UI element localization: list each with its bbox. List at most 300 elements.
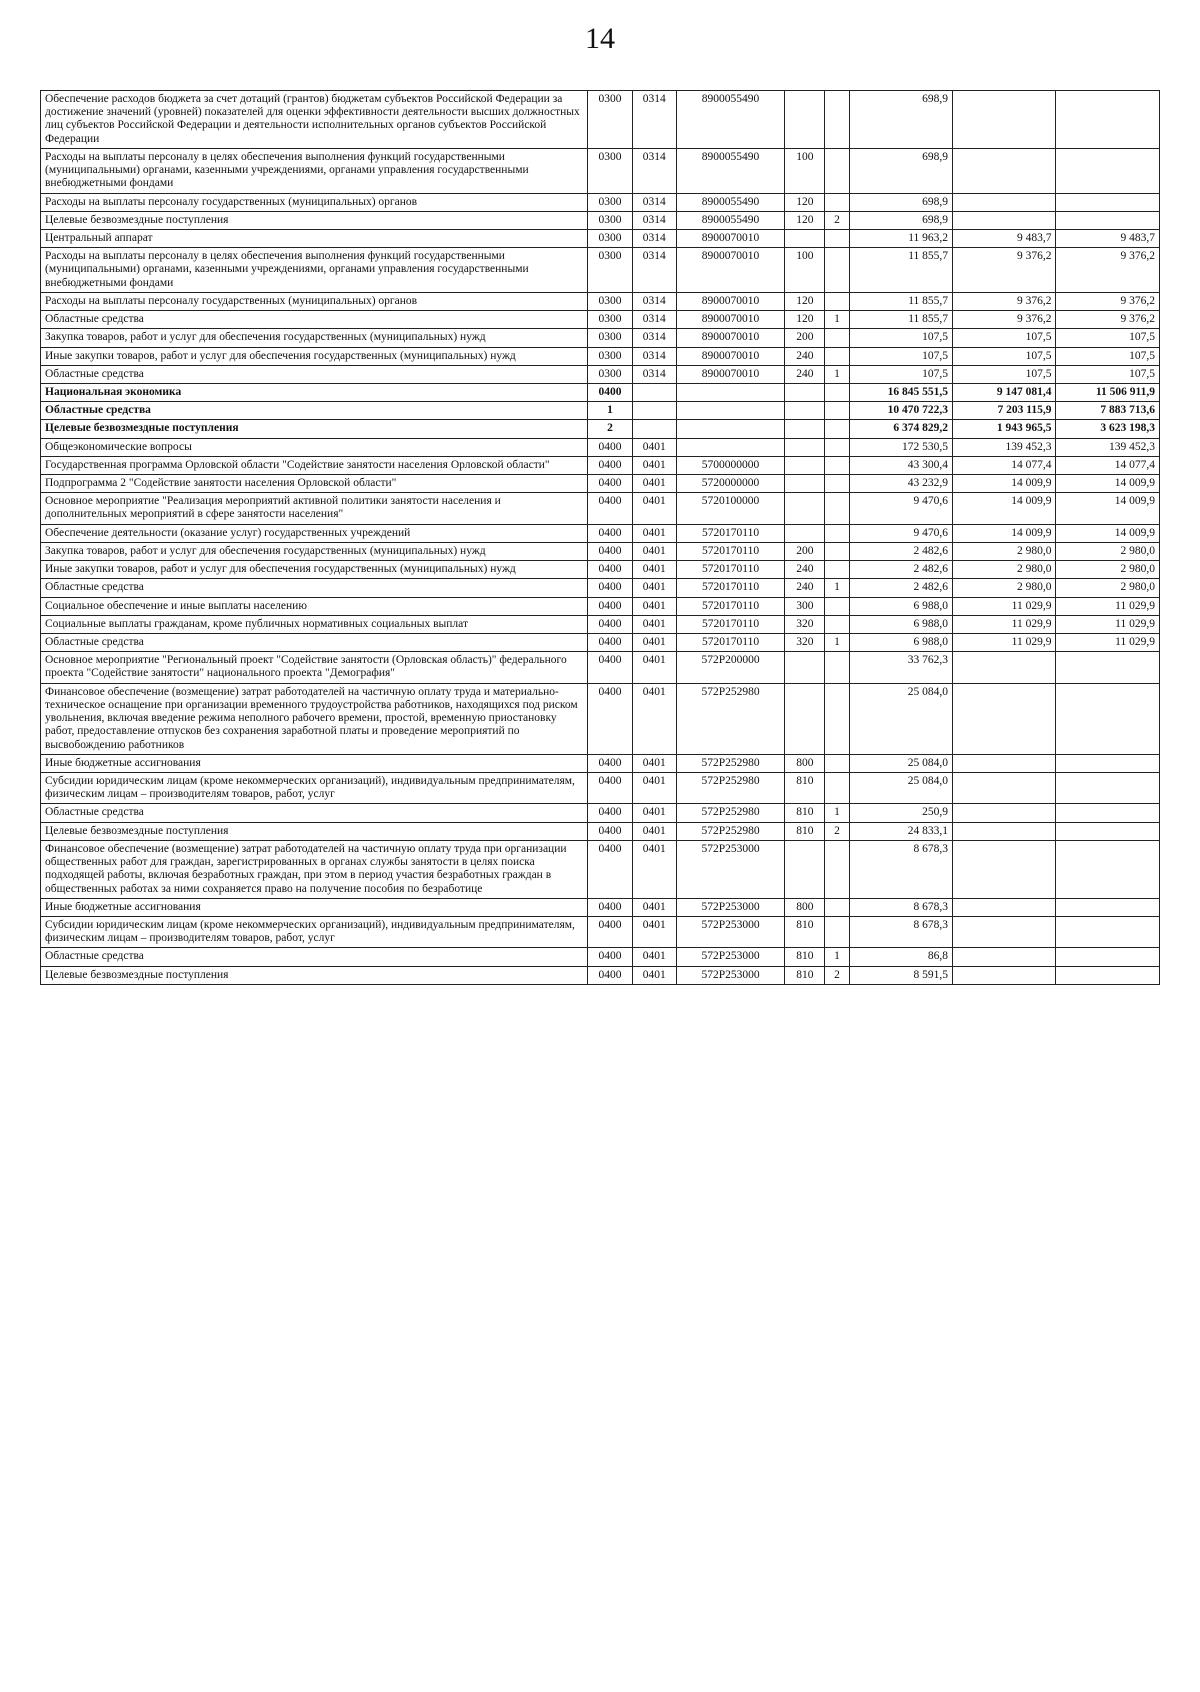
amount-year2-cell: 9 376,2 xyxy=(953,248,1056,293)
subsection-code-cell: 0401 xyxy=(632,652,676,683)
section-code-cell: 0400 xyxy=(588,383,632,401)
subsection-code-cell: 0314 xyxy=(632,211,676,229)
section-code-cell: 0300 xyxy=(588,91,632,149)
subsection-code-cell: 0401 xyxy=(632,634,676,652)
section-code-cell: 0300 xyxy=(588,311,632,329)
amount-year2-cell: 11 029,9 xyxy=(953,634,1056,652)
subsection-code-cell: 0401 xyxy=(632,822,676,840)
row-name-cell: Финансовое обеспечение (возмещение) затрат работодателей на частичную оплату труда при организации общественных работ для граждан, зарегистрированных в органах службы занятости в целях поиска подходящей работы, включая безработных граждан, при этом в период участия безработных граждан в общественных работах за ними сохраняется право на получение пособия по безработице xyxy=(41,840,588,898)
amount-year2-cell xyxy=(953,898,1056,916)
amount-year2-cell: 2 980,0 xyxy=(953,561,1056,579)
amount-year1-cell: 698,9 xyxy=(849,91,952,149)
amount-year2-cell xyxy=(953,652,1056,683)
expense-type-cell: 810 xyxy=(785,948,825,966)
subsection-code-cell: 0314 xyxy=(632,193,676,211)
amount-year1-cell: 6 988,0 xyxy=(849,597,952,615)
target-article-cell: 5720170110 xyxy=(676,579,784,597)
amount-year2-cell: 7 203 115,9 xyxy=(953,402,1056,420)
table-row xyxy=(41,542,1160,560)
section-code-cell: 0400 xyxy=(588,840,632,898)
funding-source-cell: 1 xyxy=(825,311,849,329)
expense-type-cell xyxy=(785,493,825,524)
expense-type-cell xyxy=(785,475,825,493)
expense-type-cell xyxy=(785,438,825,456)
subsection-code-cell: 0314 xyxy=(632,248,676,293)
table-row xyxy=(41,456,1160,474)
target-article-cell: 8900055490 xyxy=(676,211,784,229)
funding-source-cell xyxy=(825,329,849,347)
subsection-code-cell: 0401 xyxy=(632,561,676,579)
expense-type-cell xyxy=(785,420,825,438)
amount-year1-cell: 11 855,7 xyxy=(849,248,952,293)
table-row xyxy=(41,898,1160,916)
funding-source-cell: 2 xyxy=(825,211,849,229)
funding-source-cell: 1 xyxy=(825,579,849,597)
target-article-cell xyxy=(676,383,784,401)
subsection-code-cell xyxy=(632,402,676,420)
funding-source-cell xyxy=(825,542,849,560)
funding-source-cell xyxy=(825,420,849,438)
amount-year1-cell: 25 084,0 xyxy=(849,683,952,754)
subsection-code-cell: 0401 xyxy=(632,438,676,456)
amount-year3-cell xyxy=(1056,804,1160,822)
amount-year3-cell: 107,5 xyxy=(1056,347,1160,365)
table-row xyxy=(41,615,1160,633)
amount-year1-cell: 107,5 xyxy=(849,365,952,383)
expense-type-cell: 100 xyxy=(785,248,825,293)
subsection-code-cell: 0401 xyxy=(632,683,676,754)
amount-year1-cell: 698,9 xyxy=(849,148,952,193)
subsection-code-cell: 0401 xyxy=(632,772,676,803)
table-row xyxy=(41,683,1160,754)
amount-year3-cell xyxy=(1056,840,1160,898)
amount-year1-cell: 11 855,7 xyxy=(849,292,952,310)
table-row xyxy=(41,193,1160,211)
funding-source-cell xyxy=(825,402,849,420)
section-code-cell: 0400 xyxy=(588,634,632,652)
section-code-cell: 0300 xyxy=(588,329,632,347)
table-row xyxy=(41,211,1160,229)
funding-source-cell xyxy=(825,193,849,211)
section-code-cell: 0400 xyxy=(588,615,632,633)
amount-year2-cell xyxy=(953,683,1056,754)
amount-year2-cell: 11 029,9 xyxy=(953,597,1056,615)
expense-type-cell xyxy=(785,683,825,754)
row-name-cell: Общеэкономические вопросы xyxy=(41,438,588,456)
section-code-cell: 0400 xyxy=(588,456,632,474)
amount-year1-cell: 8 678,3 xyxy=(849,898,952,916)
funding-source-cell: 1 xyxy=(825,804,849,822)
section-code-cell: 1 xyxy=(588,402,632,420)
amount-year3-cell: 14 009,9 xyxy=(1056,524,1160,542)
funding-source-cell xyxy=(825,561,849,579)
expense-type-cell: 240 xyxy=(785,365,825,383)
table-row xyxy=(41,804,1160,822)
section-code-cell: 0400 xyxy=(588,524,632,542)
subsection-code-cell: 0401 xyxy=(632,579,676,597)
expense-type-cell xyxy=(785,840,825,898)
section-code-cell: 2 xyxy=(588,420,632,438)
amount-year1-cell: 698,9 xyxy=(849,211,952,229)
target-article-cell: 8900070010 xyxy=(676,311,784,329)
expense-type-cell: 200 xyxy=(785,329,825,347)
amount-year3-cell: 11 029,9 xyxy=(1056,634,1160,652)
row-name-cell: Подпрограмма 2 "Содействие занятости населения Орловской области" xyxy=(41,475,588,493)
expense-type-cell: 240 xyxy=(785,347,825,365)
subsection-code-cell: 0401 xyxy=(632,840,676,898)
target-article-cell xyxy=(676,438,784,456)
row-name-cell: Основное мероприятие "Реализация мероприятий активной политики занятости населения и дополнительных мероприятий в сфере занятости населения" xyxy=(41,493,588,524)
row-name-cell: Субсидии юридическим лицам (кроме некоммерческих организаций), индивидуальным предпринимателям, физическим лицам – производителям товаров, работ, услуг xyxy=(41,916,588,947)
amount-year1-cell: 107,5 xyxy=(849,347,952,365)
expense-type-cell xyxy=(785,524,825,542)
funding-source-cell xyxy=(825,493,849,524)
amount-year1-cell: 8 591,5 xyxy=(849,966,952,984)
row-name-cell: Основное мероприятие "Региональный проект "Содействие занятости (Орловская область)" федерального проекта "Содействие занятости" национального проекта "Демография" xyxy=(41,652,588,683)
subsection-code-cell xyxy=(632,383,676,401)
amount-year3-cell xyxy=(1056,754,1160,772)
funding-source-cell xyxy=(825,148,849,193)
subsection-code-cell: 0401 xyxy=(632,542,676,560)
section-code-cell: 0400 xyxy=(588,683,632,754)
section-code-cell: 0300 xyxy=(588,193,632,211)
amount-year1-cell: 2 482,6 xyxy=(849,561,952,579)
amount-year1-cell: 250,9 xyxy=(849,804,952,822)
expense-type-cell: 240 xyxy=(785,579,825,597)
table-row xyxy=(41,579,1160,597)
section-code-cell: 0300 xyxy=(588,148,632,193)
target-article-cell: 8900070010 xyxy=(676,365,784,383)
amount-year3-cell: 14 009,9 xyxy=(1056,475,1160,493)
table-row xyxy=(41,148,1160,193)
table-row xyxy=(41,347,1160,365)
target-article-cell: 5700000000 xyxy=(676,456,784,474)
funding-source-cell xyxy=(825,652,849,683)
amount-year3-cell: 2 980,0 xyxy=(1056,542,1160,560)
amount-year1-cell: 6 374 829,2 xyxy=(849,420,952,438)
target-article-cell: 8900070010 xyxy=(676,292,784,310)
amount-year2-cell: 14 009,9 xyxy=(953,493,1056,524)
subsection-code-cell: 0314 xyxy=(632,292,676,310)
amount-year3-cell xyxy=(1056,822,1160,840)
row-name-cell: Областные средства xyxy=(41,402,588,420)
row-name-cell: Социальное обеспечение и иные выплаты населению xyxy=(41,597,588,615)
amount-year2-cell xyxy=(953,966,1056,984)
row-name-cell: Расходы на выплаты персоналу государственных (муниципальных) органов xyxy=(41,292,588,310)
target-article-cell: 8900055490 xyxy=(676,148,784,193)
amount-year2-cell: 9 376,2 xyxy=(953,292,1056,310)
amount-year3-cell xyxy=(1056,193,1160,211)
amount-year1-cell: 11 855,7 xyxy=(849,311,952,329)
amount-year1-cell: 9 470,6 xyxy=(849,524,952,542)
amount-year2-cell: 2 980,0 xyxy=(953,542,1056,560)
target-article-cell: 572P252980 xyxy=(676,683,784,754)
amount-year3-cell xyxy=(1056,898,1160,916)
amount-year2-cell xyxy=(953,916,1056,947)
target-article-cell: 572P253000 xyxy=(676,898,784,916)
amount-year3-cell: 9 376,2 xyxy=(1056,292,1160,310)
budget-table-wrapper xyxy=(40,90,1160,985)
table-row xyxy=(41,438,1160,456)
amount-year3-cell xyxy=(1056,683,1160,754)
expense-type-cell: 320 xyxy=(785,634,825,652)
table-row xyxy=(41,229,1160,247)
expense-type-cell: 320 xyxy=(785,615,825,633)
amount-year1-cell: 107,5 xyxy=(849,329,952,347)
amount-year3-cell: 3 623 198,3 xyxy=(1056,420,1160,438)
target-article-cell: 5720000000 xyxy=(676,475,784,493)
table-row xyxy=(41,91,1160,149)
subsection-code-cell: 0401 xyxy=(632,615,676,633)
subsection-code-cell: 0314 xyxy=(632,311,676,329)
expense-type-cell xyxy=(785,402,825,420)
amount-year3-cell xyxy=(1056,652,1160,683)
funding-source-cell xyxy=(825,229,849,247)
amount-year3-cell: 14 009,9 xyxy=(1056,493,1160,524)
table-row xyxy=(41,634,1160,652)
amount-year3-cell xyxy=(1056,948,1160,966)
amount-year3-cell: 11 506 911,9 xyxy=(1056,383,1160,401)
funding-source-cell xyxy=(825,347,849,365)
amount-year3-cell: 9 376,2 xyxy=(1056,248,1160,293)
section-code-cell: 0300 xyxy=(588,248,632,293)
amount-year3-cell xyxy=(1056,211,1160,229)
amount-year3-cell: 11 029,9 xyxy=(1056,597,1160,615)
amount-year1-cell: 43 232,9 xyxy=(849,475,952,493)
section-code-cell: 0400 xyxy=(588,542,632,560)
table-row xyxy=(41,966,1160,984)
funding-source-cell xyxy=(825,898,849,916)
amount-year2-cell: 9 376,2 xyxy=(953,311,1056,329)
target-article-cell: 572P253000 xyxy=(676,916,784,947)
subsection-code-cell: 0401 xyxy=(632,966,676,984)
amount-year3-cell: 139 452,3 xyxy=(1056,438,1160,456)
subsection-code-cell: 0401 xyxy=(632,524,676,542)
amount-year1-cell: 25 084,0 xyxy=(849,754,952,772)
amount-year2-cell: 139 452,3 xyxy=(953,438,1056,456)
table-row xyxy=(41,772,1160,803)
expense-type-cell: 300 xyxy=(785,597,825,615)
subsection-code-cell: 0314 xyxy=(632,347,676,365)
amount-year1-cell: 9 470,6 xyxy=(849,493,952,524)
row-name-cell: Расходы на выплаты персоналу в целях обеспечения выполнения функций государственными (муниципальными) органами, казенными учреждениями, органами управления государственными внебюджетными фондами xyxy=(41,148,588,193)
amount-year1-cell: 2 482,6 xyxy=(849,579,952,597)
amount-year1-cell: 25 084,0 xyxy=(849,772,952,803)
amount-year2-cell xyxy=(953,772,1056,803)
row-name-cell: Областные средства xyxy=(41,311,588,329)
target-article-cell: 8900070010 xyxy=(676,248,784,293)
section-code-cell: 0300 xyxy=(588,347,632,365)
amount-year1-cell: 8 678,3 xyxy=(849,916,952,947)
table-row xyxy=(41,493,1160,524)
funding-source-cell xyxy=(825,292,849,310)
table-row xyxy=(41,365,1160,383)
target-article-cell: 572P252980 xyxy=(676,804,784,822)
row-name-cell: Финансовое обеспечение (возмещение) затрат работодателей на частичную оплату труда и материально-техническое оснащение при организации временного трудоустройства работников, находящихся под риском увольнения, включая введение режима неполного рабочего времени, простой, временную приостановку работ, предоставление отпусков без сохранения заработной платы и проведение мероприятий по высвобождению работников xyxy=(41,683,588,754)
section-code-cell: 0400 xyxy=(588,898,632,916)
funding-source-cell: 1 xyxy=(825,948,849,966)
amount-year2-cell xyxy=(953,211,1056,229)
expense-type-cell: 100 xyxy=(785,148,825,193)
amount-year2-cell xyxy=(953,840,1056,898)
amount-year2-cell xyxy=(953,948,1056,966)
table-row xyxy=(41,524,1160,542)
amount-year1-cell: 43 300,4 xyxy=(849,456,952,474)
section-code-cell: 0400 xyxy=(588,754,632,772)
funding-source-cell xyxy=(825,248,849,293)
amount-year1-cell: 6 988,0 xyxy=(849,634,952,652)
subsection-code-cell: 0314 xyxy=(632,329,676,347)
table-row xyxy=(41,420,1160,438)
expense-type-cell: 120 xyxy=(785,193,825,211)
amount-year3-cell xyxy=(1056,772,1160,803)
row-name-cell: Центральный аппарат xyxy=(41,229,588,247)
amount-year2-cell xyxy=(953,148,1056,193)
table-row xyxy=(41,822,1160,840)
funding-source-cell xyxy=(825,597,849,615)
row-name-cell: Государственная программа Орловской области "Содействие занятости населения Орловской области" xyxy=(41,456,588,474)
amount-year1-cell: 8 678,3 xyxy=(849,840,952,898)
target-article-cell: 5720100000 xyxy=(676,493,784,524)
target-article-cell: 8900055490 xyxy=(676,193,784,211)
row-name-cell: Иные закупки товаров, работ и услуг для обеспечения государственных (муниципальных) нужд xyxy=(41,347,588,365)
target-article-cell: 8900070010 xyxy=(676,229,784,247)
amount-year1-cell: 698,9 xyxy=(849,193,952,211)
subsection-code-cell: 0401 xyxy=(632,597,676,615)
amount-year3-cell: 9 376,2 xyxy=(1056,311,1160,329)
table-row xyxy=(41,475,1160,493)
amount-year2-cell: 107,5 xyxy=(953,347,1056,365)
amount-year1-cell: 86,8 xyxy=(849,948,952,966)
amount-year2-cell: 1 943 965,5 xyxy=(953,420,1056,438)
subsection-code-cell: 0401 xyxy=(632,475,676,493)
section-code-cell: 0400 xyxy=(588,493,632,524)
target-article-cell: 8900070010 xyxy=(676,329,784,347)
table-row xyxy=(41,754,1160,772)
amount-year1-cell: 6 988,0 xyxy=(849,615,952,633)
section-code-cell: 0300 xyxy=(588,211,632,229)
amount-year3-cell: 7 883 713,6 xyxy=(1056,402,1160,420)
section-code-cell: 0400 xyxy=(588,561,632,579)
section-code-cell: 0300 xyxy=(588,229,632,247)
amount-year1-cell: 24 833,1 xyxy=(849,822,952,840)
row-name-cell: Субсидии юридическим лицам (кроме некоммерческих организаций), индивидуальным предпринимателям, физическим лицам – производителям товаров, работ, услуг xyxy=(41,772,588,803)
funding-source-cell: 1 xyxy=(825,634,849,652)
row-name-cell: Областные средства xyxy=(41,948,588,966)
expense-type-cell: 120 xyxy=(785,211,825,229)
row-name-cell: Целевые безвозмездные поступления xyxy=(41,211,588,229)
budget-table-body xyxy=(41,91,1160,985)
table-row xyxy=(41,597,1160,615)
row-name-cell: Областные средства xyxy=(41,579,588,597)
row-name-cell: Обеспечение расходов бюджета за счет дотаций (грантов) бюджетам субъектов Российской Федерации за достижение значений (уровней) показателей для оценки эффективности деятельности высших должностных лиц субъектов Российской Федерации и деятельности исполнительных органов субъектов Российской Федерации xyxy=(41,91,588,149)
amount-year3-cell: 2 980,0 xyxy=(1056,579,1160,597)
row-name-cell: Иные бюджетные ассигнования xyxy=(41,898,588,916)
amount-year2-cell: 14 077,4 xyxy=(953,456,1056,474)
expense-type-cell: 240 xyxy=(785,561,825,579)
row-name-cell: Обеспечение деятельности (оказание услуг) государственных учреждений xyxy=(41,524,588,542)
funding-source-cell xyxy=(825,840,849,898)
amount-year2-cell xyxy=(953,91,1056,149)
amount-year2-cell: 2 980,0 xyxy=(953,579,1056,597)
table-row xyxy=(41,383,1160,401)
section-code-cell: 0300 xyxy=(588,365,632,383)
row-name-cell: Закупка товаров, работ и услуг для обеспечения государственных (муниципальных) нужд xyxy=(41,542,588,560)
amount-year1-cell: 16 845 551,5 xyxy=(849,383,952,401)
target-article-cell: 8900070010 xyxy=(676,347,784,365)
expense-type-cell: 120 xyxy=(785,311,825,329)
expense-type-cell xyxy=(785,229,825,247)
subsection-code-cell: 0314 xyxy=(632,148,676,193)
target-article-cell: 5720170110 xyxy=(676,542,784,560)
section-code-cell: 0400 xyxy=(588,438,632,456)
target-article-cell: 8900055490 xyxy=(676,91,784,149)
amount-year2-cell: 14 009,9 xyxy=(953,475,1056,493)
expense-type-cell: 800 xyxy=(785,754,825,772)
section-code-cell: 0400 xyxy=(588,804,632,822)
target-article-cell: 572P252980 xyxy=(676,754,784,772)
expense-type-cell xyxy=(785,652,825,683)
subsection-code-cell: 0401 xyxy=(632,754,676,772)
expense-type-cell: 810 xyxy=(785,804,825,822)
target-article-cell: 572P253000 xyxy=(676,948,784,966)
amount-year2-cell: 11 029,9 xyxy=(953,615,1056,633)
section-code-cell: 0400 xyxy=(588,948,632,966)
row-name-cell: Областные средства xyxy=(41,804,588,822)
section-code-cell: 0400 xyxy=(588,966,632,984)
row-name-cell: Национальная экономика xyxy=(41,383,588,401)
table-row xyxy=(41,652,1160,683)
amount-year2-cell xyxy=(953,822,1056,840)
subsection-code-cell: 0314 xyxy=(632,91,676,149)
subsection-code-cell: 0314 xyxy=(632,365,676,383)
target-article-cell xyxy=(676,402,784,420)
amount-year1-cell: 2 482,6 xyxy=(849,542,952,560)
subsection-code-cell: 0314 xyxy=(632,229,676,247)
amount-year1-cell: 10 470 722,3 xyxy=(849,402,952,420)
target-article-cell: 572P252980 xyxy=(676,822,784,840)
amount-year2-cell xyxy=(953,754,1056,772)
section-code-cell: 0400 xyxy=(588,772,632,803)
amount-year3-cell xyxy=(1056,916,1160,947)
target-article-cell: 572P252980 xyxy=(676,772,784,803)
row-name-cell: Целевые безвозмездные поступления xyxy=(41,420,588,438)
amount-year3-cell: 9 483,7 xyxy=(1056,229,1160,247)
row-name-cell: Иные закупки товаров, работ и услуг для обеспечения государственных (муниципальных) нужд xyxy=(41,561,588,579)
target-article-cell: 572P253000 xyxy=(676,840,784,898)
funding-source-cell xyxy=(825,683,849,754)
expense-type-cell: 200 xyxy=(785,542,825,560)
funding-source-cell xyxy=(825,383,849,401)
table-row xyxy=(41,292,1160,310)
expense-type-cell xyxy=(785,456,825,474)
table-row xyxy=(41,311,1160,329)
row-name-cell: Расходы на выплаты персоналу государственных (муниципальных) органов xyxy=(41,193,588,211)
funding-source-cell: 1 xyxy=(825,365,849,383)
funding-source-cell: 2 xyxy=(825,822,849,840)
funding-source-cell xyxy=(825,475,849,493)
amount-year3-cell xyxy=(1056,91,1160,149)
section-code-cell: 0400 xyxy=(588,822,632,840)
amount-year2-cell: 14 009,9 xyxy=(953,524,1056,542)
table-row xyxy=(41,402,1160,420)
section-code-cell: 0400 xyxy=(588,597,632,615)
row-name-cell: Областные средства xyxy=(41,634,588,652)
target-article-cell xyxy=(676,420,784,438)
target-article-cell: 572P253000 xyxy=(676,966,784,984)
row-name-cell: Социальные выплаты гражданам, кроме публичных нормативных социальных выплат xyxy=(41,615,588,633)
table-row xyxy=(41,561,1160,579)
